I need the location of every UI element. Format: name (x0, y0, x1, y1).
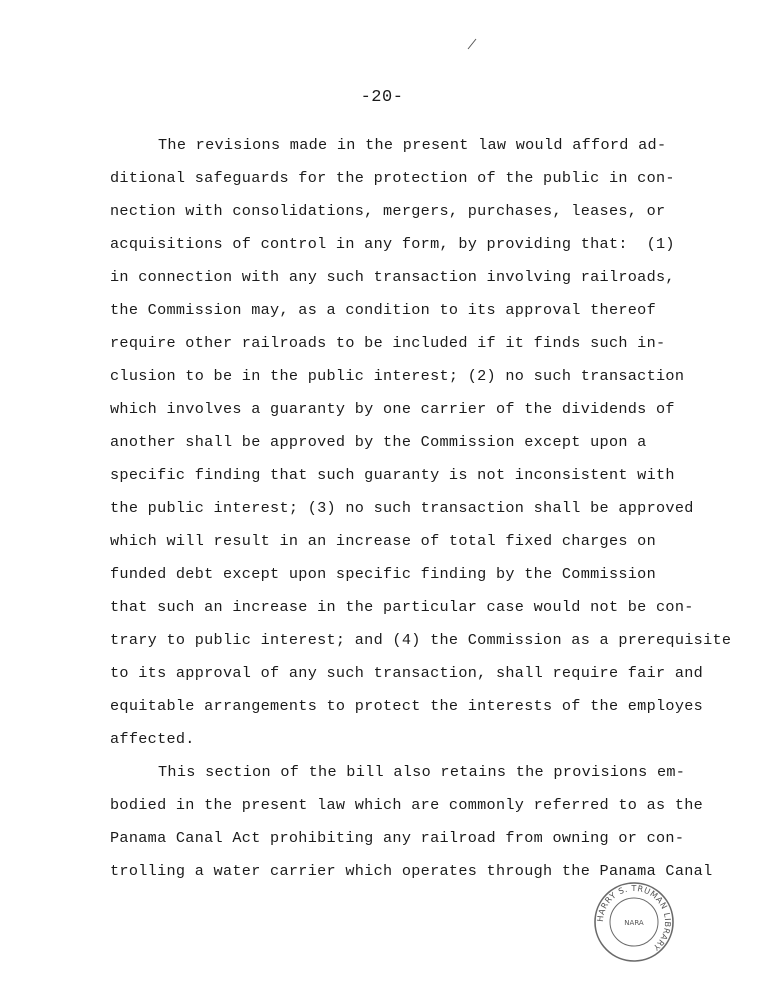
text-line: funded debt except upon specific finding by the Commission (110, 565, 657, 583)
text-line: trary to public interest; and (4) the Commission as a prerequisite (110, 631, 732, 649)
text-line: to its approval of any such transaction, shall require fair and (110, 664, 704, 682)
text-line: in connection with any such transaction involving railroads, (110, 268, 675, 286)
text-line: require other railroads to be included if it finds such in- (110, 334, 666, 352)
text-line: that such an increase in the particular case would not be con- (110, 598, 694, 616)
text-line: the public interest; (3) no such transaction shall be approved (110, 499, 694, 517)
stamp-outer-text: HARRY S. TRUMAN LIBRARY (594, 882, 674, 954)
text-line: the Commission may, as a condition to its approval thereof (110, 301, 657, 319)
pencil-mark (466, 38, 478, 50)
library-stamp (592, 880, 676, 964)
text-line: equitable arrangements to protect the interests of the employes (110, 697, 704, 715)
text-line: ditional safeguards for the protection of the public in con- (110, 169, 675, 187)
page-number: -20- (360, 88, 404, 107)
text-line: which will result in an increase of total fixed charges on (110, 532, 657, 550)
text-line: which involves a guaranty by one carrier of the dividends of (110, 400, 675, 418)
text-line: bodied in the present law which are commonly referred to as the (110, 796, 704, 814)
text-line: specific finding that such guaranty is not inconsistent with (110, 466, 675, 484)
text-line: Panama Canal Act prohibiting any railroad from owning or con- (110, 829, 685, 847)
text-line: The revisions made in the present law would afford ad- (158, 136, 667, 154)
text-line: another shall be approved by the Commission except upon a (110, 433, 647, 451)
text-line: acquisitions of control in any form, by providing that: (1) (110, 235, 675, 253)
text-line: nection with consolidations, mergers, purchases, leases, or (110, 202, 666, 220)
text-line: This section of the bill also retains the provisions em- (158, 763, 686, 781)
text-line: clusion to be in the public interest; (2) no such transaction (110, 367, 685, 385)
text-line: trolling a water carrier which operates through the Panama Canal (110, 862, 713, 880)
stamp-center-text: NARA (624, 919, 644, 927)
text-line: affected. (110, 730, 195, 748)
